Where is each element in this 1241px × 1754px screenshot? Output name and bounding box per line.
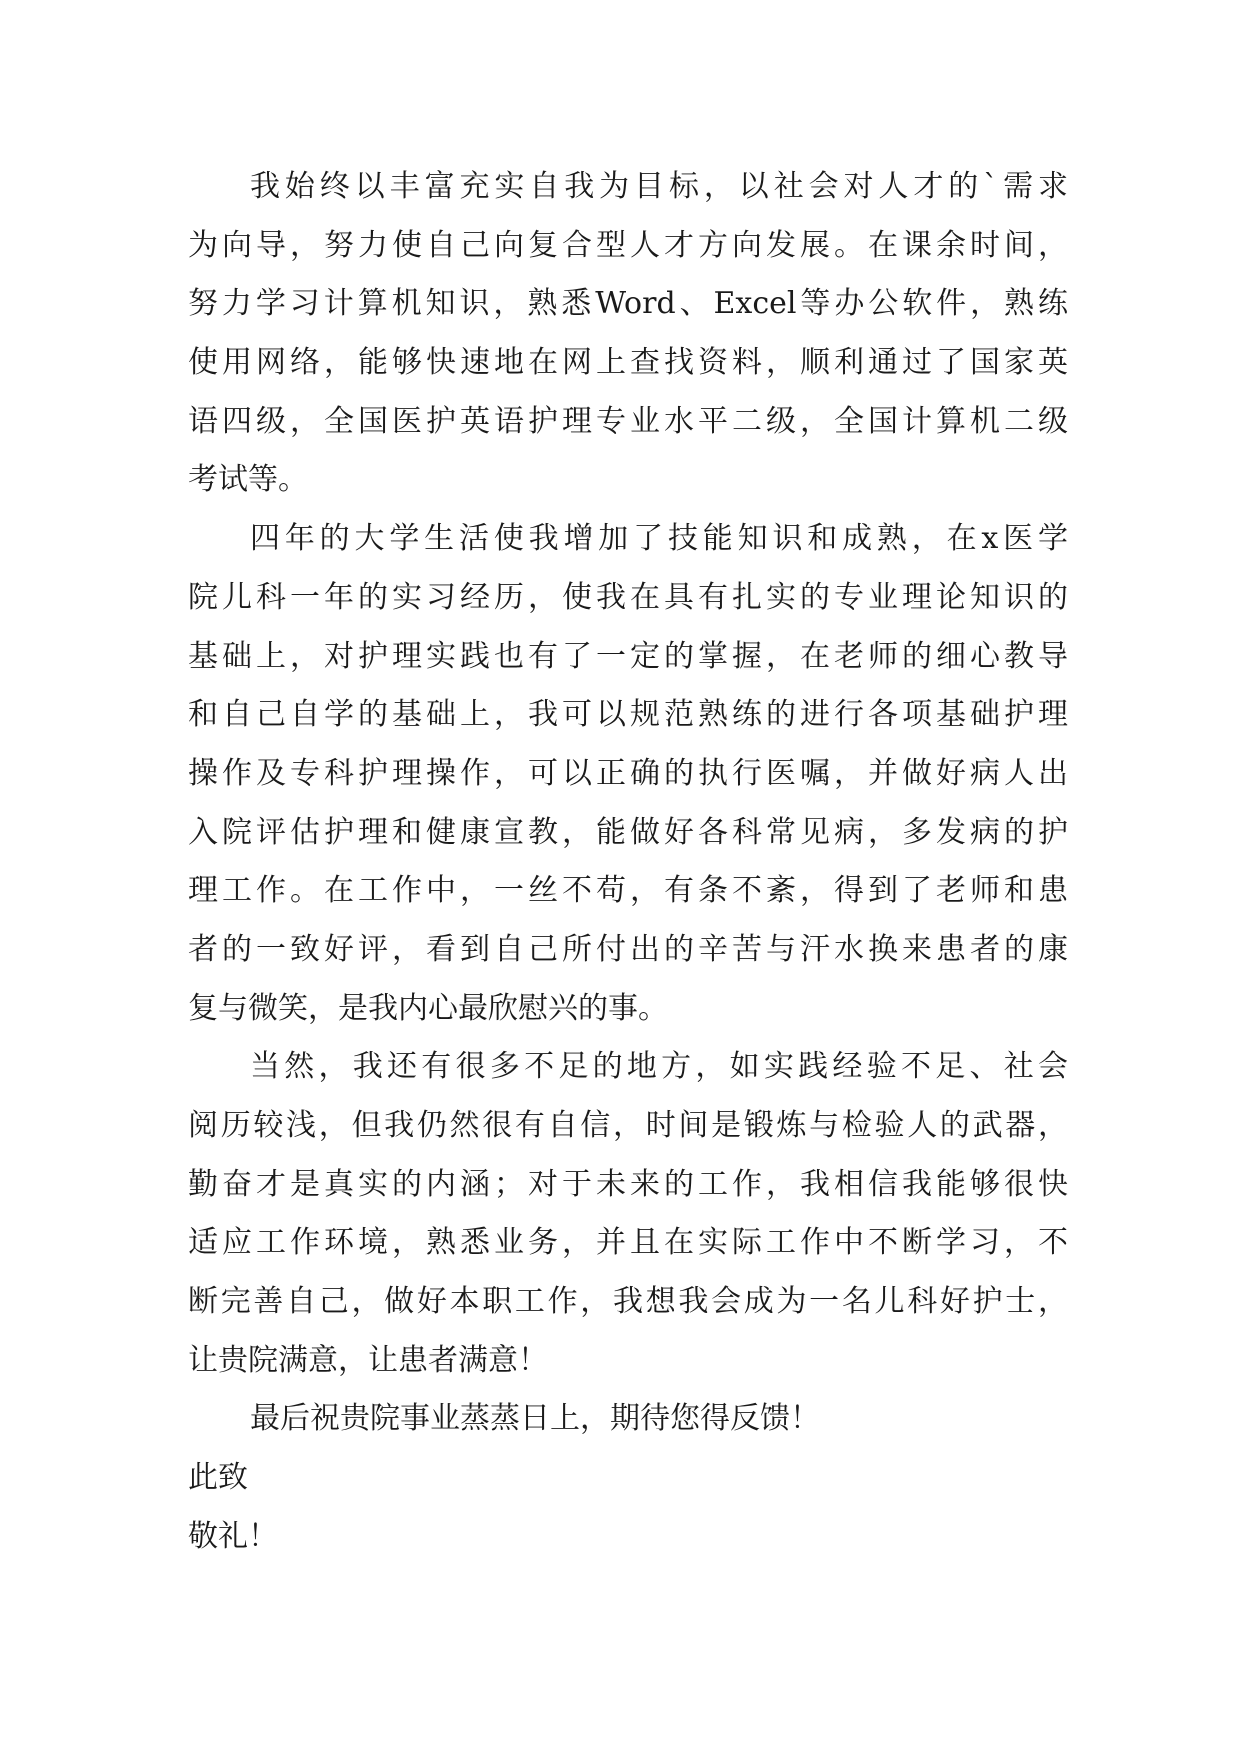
salutation-jingli: 敬礼！ [188,1518,278,1554]
paragraph-2-line-5: 操作及专科护理操作，可以正确的执行医嘱，并做好病人出 [188,755,1068,791]
paragraph-2-line-6: 入院评估护理和健康宣教，能做好各科常见病，多发病的护 [188,814,1068,850]
paragraph-2-line-1: 四年的大学生活使我增加了技能知识和成熟，在x医学 [250,521,1068,557]
paragraph-2-line-8: 者的一致好评，看到自己所付出的辛苦与汗水换来患者的康 [188,931,1068,967]
paragraph-3-line-1: 当然，我还有很多不足的地方，如实践经验不足、社会 [250,1049,1068,1085]
paragraph-1-line-4: 使用网络，能够快速地在网上查找资料，顺利通过了国家英 [188,345,1068,381]
salutation-cizhi: 此致 [188,1460,248,1496]
paragraph-1-line-5: 语四级，全国医护英语护理专业水平二级，全国计算机二级 [188,403,1068,439]
paragraph-3-line-3: 勤奋才是真实的内涵；对于未来的工作，我相信我能够很快 [188,1166,1068,1202]
letter-body [188,158,1068,1567]
paragraph-2-line-7: 理工作。在工作中，一丝不苟，有条不紊，得到了老师和患 [188,873,1068,909]
paragraph-2-line-9: 复与微笑，是我内心最欣慰兴的事。 [188,990,668,1026]
paragraph-1-line-1: 我始终以丰富充实自我为目标，以社会对人才的`需求 [250,169,1068,204]
paragraph-2-line-4: 和自己自学的基础上，我可以规范熟练的进行各项基础护理 [188,697,1068,733]
paragraph-3-line-5: 断完善自己，做好本职工作，我想我会成为一名儿科好护士， [188,1284,1068,1320]
paragraph-1-line-2: 为向导，努力使自己向复合型人才方向发展。在课余时间， [188,227,1068,263]
paragraph-3-line-4: 适应工作环境，熟悉业务，并且在实际工作中不断学习，不 [188,1225,1068,1261]
paragraph-3-line-2: 阅历较浅，但我仍然很有自信，时间是锻炼与检验人的武器， [188,1108,1068,1143]
paragraph-1-line-6: 考试等。 [188,462,308,498]
closing-wish: 最后祝贵院事业蒸蒸日上，期待您得反馈！ [250,1401,820,1437]
paragraph-2-line-3: 基础上，对护理实践也有了一定的掌握，在老师的细心教导 [188,638,1068,674]
paragraph-3-line-6: 让贵院满意，让患者满意！ [188,1342,548,1378]
paragraph-2-line-2: 院儿科一年的实习经历，使我在具有扎实的专业理论知识的 [188,579,1068,615]
paragraph-1-line-3: 努力学习计算机知识，熟悉Word、Excel等办公软件，熟练 [188,286,1068,322]
